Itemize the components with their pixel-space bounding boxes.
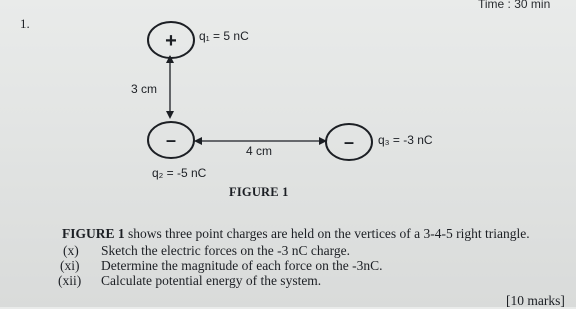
charge-q3-label: q₃ = -3 nC [378, 133, 433, 147]
charge-q2-symbol: – [165, 130, 177, 150]
charge-q1-symbol: + [165, 30, 177, 52]
item-text: Determine the magnitude of each force on the -3nC. [101, 258, 383, 273]
arrowhead-up [166, 55, 174, 63]
item-text: Sketch the electric forces on the -3 nC charge. [101, 243, 351, 258]
marks-label: [10 marks] [506, 293, 565, 308]
figure-caption: FIGURE 1 [229, 185, 289, 199]
statement-text: shows three point charges are held on the vertices of a 3-4-5 right triangle. [124, 226, 530, 241]
charge-q1-label: q₁ = 5 nC [199, 29, 249, 43]
charge-q3-symbol: – [343, 132, 355, 152]
horizontal-distance-label: 4 cm [246, 144, 273, 158]
time-label: Time : 30 min [478, 0, 551, 11]
item-text: Calculate potential energy of the system. [101, 273, 322, 288]
question-statement [62, 226, 530, 242]
statement-figure-ref: FIGURE 1 [62, 226, 125, 241]
vertical-distance-label: 3 cm [131, 82, 158, 96]
item-number: (xii) [58, 273, 82, 288]
question-number: 1. [20, 16, 30, 31]
arrowhead-left [194, 137, 202, 145]
item-number: (xi) [60, 258, 80, 273]
item-number: (x) [63, 243, 79, 258]
charge-q2-label: q₂ = -5 nC [152, 166, 207, 180]
arrowhead-down [166, 111, 174, 119]
